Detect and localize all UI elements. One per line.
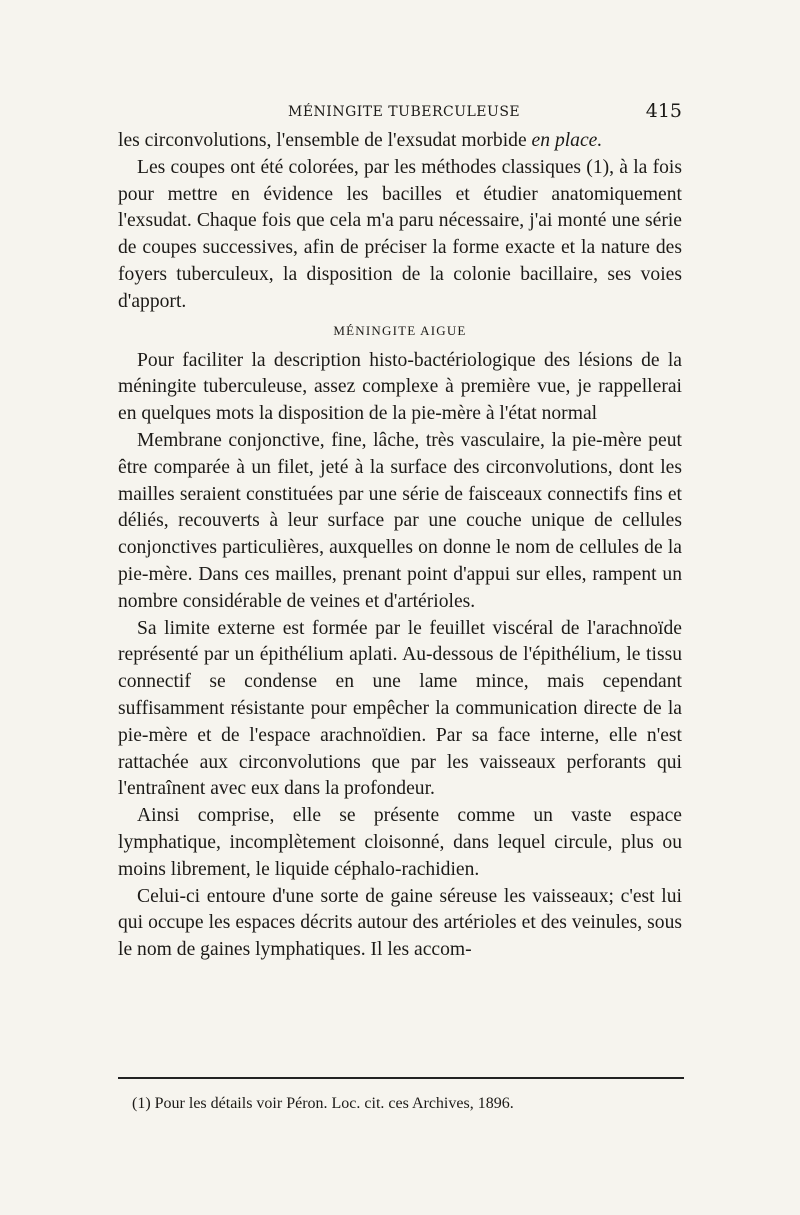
section-title: MÉNINGITE AIGUE: [333, 322, 467, 338]
footnote-divider: [118, 1077, 684, 1079]
body-text: [118, 128, 682, 964]
page-header: [118, 100, 682, 126]
page-number: 415: [645, 100, 682, 122]
paragraph-lymphatic-space: Ainsi comprise, elle se présente comme un vaste espace lymphatique, incomplètement cloisonné, dans lequel circule, plus ou moins librement, le liquide céphalo-rachidien.: [118, 805, 682, 880]
paragraph-sheath: Celui-ci entoure d'une sorte de gaine séreuse les vaisseaux; c'est lui qui occupe les espaces décrits autour des artérioles et des veinules, sous le nom de gaines lymphatiques. Il les accom-: [118, 885, 682, 961]
running-head: MÉNINGITE TUBERCULEUSE: [288, 104, 521, 120]
footnote: (1) Pour les détails voir Péron. Loc. cit. ces Archives, 1896.: [132, 1095, 514, 1112]
italic-phrase: en place.: [531, 130, 603, 151]
paragraph-methods: Les coupes ont été colorées, par les méthodes classiques (1), à la fois pour mettre en évidence les bacilles et étudier anatomiquement l'exsudat. Chaque fois que cela m'a paru nécessaire, j'ai monté une série de coupes successives, afin de préciser la forme exacte et la nature des foyers tuberculeux, la disposition de la colonie bacillaire, ses voies d'apport.: [118, 156, 682, 312]
paragraph-continuation-text: les circonvolutions, l'ensemble de l'exsudat morbide: [118, 130, 532, 151]
paragraph-membrane: Membrane conjonctive, fine, lâche, très vasculaire, la pie-mère peut être comparée à un filet, jeté à la surface des circonvolutions, dont les mailles seraient constituées par une série de faisceaux connectifs fins et déliés, recouverts à leur surface par une couche unique de cellules conjonctives particulières, auxquelles on donne le nom de cellules de la pie-mère. Dans ces mailles, prenant point d'appui sur elles, rampent un nombre considérable de veines et d'artérioles.: [118, 429, 682, 612]
paragraph-external-limit: Sa limite externe est formée par le feuillet viscéral de l'arachnoïde représenté par un épithélium aplati. Au-dessous de l'épithélium, le tissu connectif se condense en une lame mince, mais cependant suffisamment résistante pour empêcher la communication directe de la pie-mère et de l'espace arachnoïdien. Par sa face interne, elle n'est rattachée aux circonvolutions que par les vaisseaux perforants qui l'entraînent avec eux dans la profondeur.: [118, 617, 682, 800]
paragraph-continuation: [118, 128, 682, 155]
paragraph-intro: Pour faciliter la description histo-bactériologique des lésions de la méningite tuberculeuse, assez complexe à première vue, je rappellerai en quelques mots la disposition de la pie-mère à l'état normal: [118, 349, 682, 425]
